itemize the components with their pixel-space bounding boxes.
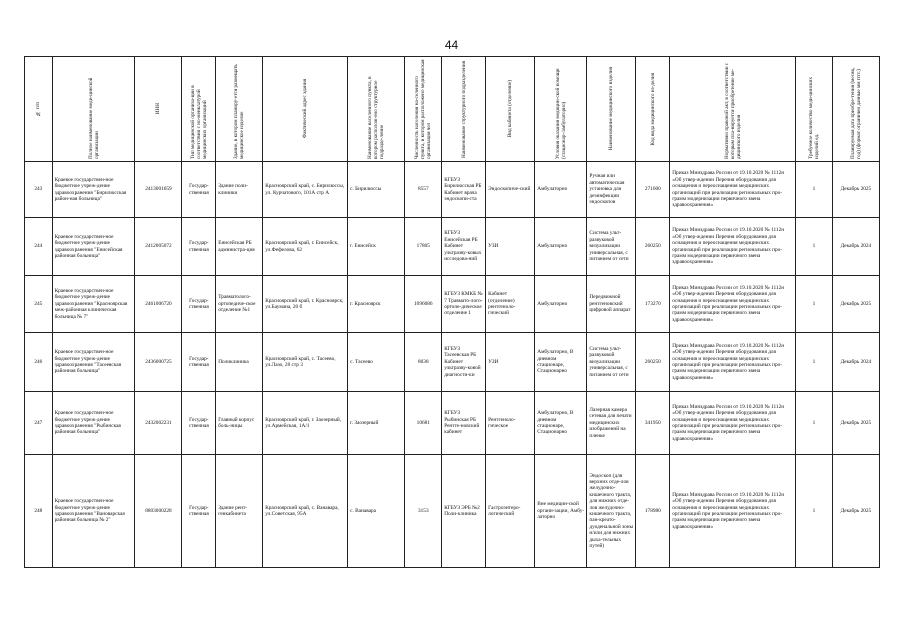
table-row [25,276,880,333]
cell-type: Государ-ственная [182,333,216,392]
cell-address: Красноярский край, г. Енисейск, ул.Фефелова, 62 [263,218,348,276]
cell-unit: КГБУЗ Тасеевская РБ Кабинет ультразву-ковой диагности-ки [442,333,486,392]
cell-num: 246 [25,333,53,392]
cell-unit: КГБУЗ КМКБ № 7 Травмато-лого-ортопе-дическое отделение 1 [442,276,486,333]
cell-act: Приказ Минздрава России от 19.10.2020 № 1112н «Об утвер-ждении Перечня оборудования для оснащения и переоснащения медицинских организаций при реализации региональных про-грамм модернизации первичного звена здравоохранения» [670,333,796,392]
cell-code: 341950 [636,392,670,455]
cell-population: 8557 [405,162,442,218]
header-code: Код вида медицинского из-делия [636,57,670,162]
cell-conditions: Амбулаторно, В дневном стационаре, Стационарно [535,333,587,392]
cell-type: Государ-ственная [182,218,216,276]
cell-qty: 1 [796,392,833,455]
header-address: Фактический адрес здания [263,57,348,162]
cell-inn: 2413001659 [135,162,182,218]
cell-population: 10681 [405,392,442,455]
cell-num: 247 [25,392,53,455]
cell-locality: с. Ванавара [348,455,405,568]
cell-building: Здание поли-клиники [216,162,263,218]
header-org: Полное наименование меди-цинской организации [52,57,135,162]
cell-type: Государ-ственная [182,162,216,218]
header-conditions: Условия оказания медицин-ской помощи (стационар-/амбулаторно) [535,57,587,162]
cell-inn: 8803000228 [135,455,182,568]
cell-code: 260250 [636,333,670,392]
cell-population: 17805 [405,218,442,276]
cell-building: Травматолого-ортопедиче-ское отделение №1 [216,276,263,333]
cell-building: Главный корпус боль-ницы [216,392,263,455]
cell-building: Поликлиника [216,333,263,392]
header-device: Наименование медицинского изделия [587,57,636,162]
cell-cabinet: Кабинет (отделение) рентгеноло-гический [486,276,535,333]
header-date: Планируемая дата приобре-тения (месяц, год) (формат ограничен данные мм гггг.) [832,57,879,162]
cell-conditions: Амбулаторно, В дневном стационаре, Стационарно [535,392,587,455]
header-unit: Наименование структурного подразделения [442,57,486,162]
cell-date: Декабрь 2025 [832,455,879,568]
header-type: Тип медицинской организа-ции в соответствии с но-менклатурой медицинских организаций [182,57,216,162]
cell-org: Краевое государствен-ное бюджетное учреж-дение здравоохранения "Красноярская меж-районная клиническая больница № 7" [52,276,135,333]
cell-inn: 2436000725 [135,333,182,392]
cell-conditions: Вне медицин-ской органи-зации, Амбу-латорно [535,455,587,568]
cell-type: Государ-ственная [182,392,216,455]
cell-qty: 1 [796,162,833,218]
cell-qty: 1 [796,218,833,276]
cell-population: 3153 [405,455,442,568]
cell-act: Приказ Минздрава России от 19.10.2020 № 1112н «Об утвер-ждении Перечня оборудования для оснащения и переоснащения медицинских организаций при реализации региональных про-грамм модернизации первичного звена здравоохранения» [670,162,796,218]
cell-inn: 2412005072 [135,218,182,276]
cell-device: Передвижной рентгеновский цифровой аппарат [587,276,636,333]
cell-address: Красноярский край, г. Заозерный, ул.Армейская, 1А/1 [263,392,348,455]
cell-address: Красноярский край, с. Тасеево, ул.Лазо, 20 стр 3 [263,333,348,392]
cell-date: Декабрь 2025 [832,392,879,455]
cell-date: Декабрь 2025 [832,162,879,218]
table-header-row [25,57,880,162]
header-cabinet: Вид кабинета (отделение) [486,57,535,162]
equipment-table [24,56,880,568]
cell-org: Краевое государствен-ное бюджетное учреж-дение здравоохранения "Тасеевская районная больница" [52,333,135,392]
cell-org: Краевое государствен-ное бюджетное учреж-дение здравоохранения "Енисейская районная больница" [52,218,135,276]
cell-qty: 1 [796,276,833,333]
header-act: Нормативно правовой акт, в соответствии с которым пла-нируется приобретение ме-дицинского изделия [670,57,796,162]
cell-cabinet: УЗИ [486,333,535,392]
cell-building: Здание рент-генкабинета [216,455,263,568]
cell-date: Декабрь 2024 [832,333,879,392]
cell-locality: г. Красноярск [348,276,405,333]
cell-unit: КГБУЗ Енисейская РБ Кабинет ультразву-ковых исследова-ний [442,218,486,276]
cell-num: 245 [25,276,53,333]
cell-code: 173270 [636,276,670,333]
header-building: Здание, в котором планиру-ется размещать медицинское изделие [216,57,263,162]
cell-device: Ручная или автоматическая установка для дезинфекции эндоскопов [587,162,636,218]
cell-qty: 1 [796,333,833,392]
cell-num: 243 [25,162,53,218]
cell-code: 271600 [636,162,670,218]
cell-act: Приказ Минздрава России от 19.10.2020 № 1112н «Об утвер-ждении Перечня оборудования для оснащения и переоснащения медицинских организаций при реализации региональных про-грамм модернизации первичного звена здравоохранения» [670,455,796,568]
cell-device: Система ульт-развуковой визуализации универсальная, с питанием от сети [587,333,636,392]
cell-unit: КГБУЗ Бирилюсская РБ Кабинет врача эндоскопи-ста [442,162,486,218]
cell-locality: г. Енисейск [348,218,405,276]
table-row [25,218,880,276]
cell-qty: 1 [796,455,833,568]
cell-conditions: Амбулаторно [535,218,587,276]
cell-date: Декабрь 2025 [832,276,879,333]
cell-address: Красноярский край, г. Красноярск, ул.Баумана, 20 б [263,276,348,333]
cell-num: 248 [25,455,53,568]
header-inn: ИНН [135,57,182,162]
cell-type: Государ-ственная [182,276,216,333]
cell-code: 178980 [636,455,670,568]
cell-act: Приказ Минздрава России от 19.10.2020 № 1112н «Об утвер-ждении Перечня оборудования для оснащения и переоснащения медицинских организаций при реализации региональных про-грамм модернизации первичного звена здравоохранения» [670,276,796,333]
table-row [25,392,880,455]
cell-inn: 2461006720 [135,276,182,333]
cell-org: Краевое государствен-ное бюджетное учреж-дение здравоохранения "Вановарская районная больница № 2" [52,455,135,568]
cell-org: Краевое государствен-ное бюджетное учреж-дение здравоохранения "Рыбинская районная больница" [52,392,135,455]
cell-org: Краевое государствен-ное бюджетное учреж-дение здравоохранения "Бирилюсская район-ная больница" [52,162,135,218]
cell-address: Красноярский край, с. Ванавара, ул.Советская, 95А [263,455,348,568]
cell-conditions: Амбулаторно [535,162,587,218]
cell-unit: КГБУЗ Рыбинская РБ Рентге-новский кабинет [442,392,486,455]
header-locality: Наименование населенного пункта, в котором располож-ено структурное подразде-ление [348,57,405,162]
cell-cabinet: УЗИ [486,218,535,276]
header-population: Численность населения на-селенного пункта, в котором расположено медицинская организация чел [405,57,442,162]
cell-type: Государ-ственная [182,455,216,568]
cell-building: Енисейская РБ администра-ция [216,218,263,276]
table-row [25,333,880,392]
table-row [25,455,880,568]
cell-cabinet: Эндоскопиче-ский [486,162,535,218]
cell-cabinet: Гастроэнтеро-логический [486,455,535,568]
cell-population: 1096086 [405,276,442,333]
cell-num: 244 [25,218,53,276]
cell-conditions: Амбулаторно [535,276,587,333]
header-num: № п/п [25,57,53,162]
cell-locality: г. Заозерный [348,392,405,455]
cell-locality: с. Бирилюссы [348,162,405,218]
cell-unit: КГБУЗ ЭРБ №2 Поли-клиника [442,455,486,568]
cell-cabinet: Рентгеноло-гическое [486,392,535,455]
cell-device: Лазерная камера сетевая для печати медицинских изображений на пленке [587,392,636,455]
table-row [25,162,880,218]
cell-act: Приказ Минздрава России от 19.10.2020 № 1112н «Об утвер-ждении Перечня оборудования для оснащения и переоснащения медицинских организаций при реализации региональных про-грамм модернизации первичного звена здравоохранения» [670,392,796,455]
cell-code: 260250 [636,218,670,276]
cell-address: Красноярский край, с. Бирилюссы, ул. Курчатового, 101А стр А [263,162,348,218]
cell-device: Эндоскоп (для верхних отде-лов желудочно-кишечного тракта, для нижних отде-лов желудочно-кишечного тракта, пан-креато-дуоденальной зоны и/или для нижних дыха-тельных путей) [587,455,636,568]
cell-locality: с. Тасеево [348,333,405,392]
cell-inn: 2432002231 [135,392,182,455]
cell-device: Система ульт-развуковой визуализации универсальная, с питанием от сети [587,218,636,276]
header-qty: Требуемое количество меди-цинских изделий ед. [796,57,833,162]
cell-date: Декабрь 2024 [832,218,879,276]
cell-population: 8038 [405,333,442,392]
cell-act: Приказ Минздрава России от 19.10.2020 № 1112н «Об утвер-ждении Перечня оборудования для оснащения и переоснащения медицинских организаций при реализации региональных про-грамм модернизации первичного звена здравоохранения» [670,218,796,276]
page-number: 44 [444,38,459,52]
